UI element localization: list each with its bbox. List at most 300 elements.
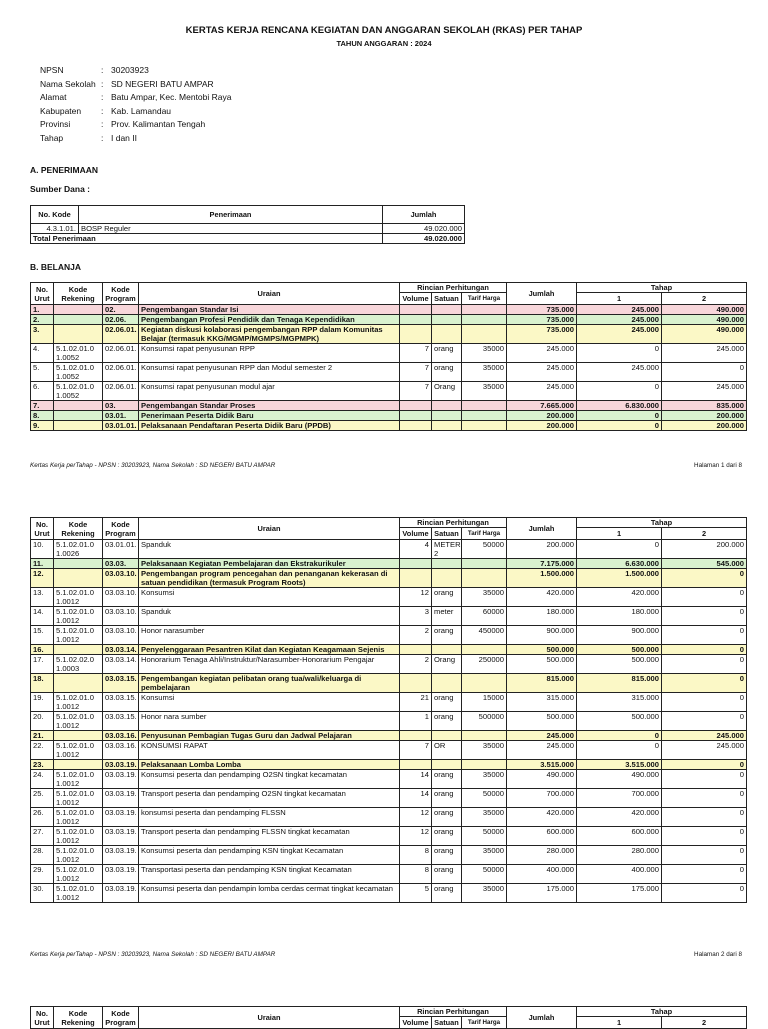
cell-kode-rekening: 5.1.02.01.01.0012 [54, 693, 103, 712]
table-row [31, 626, 747, 645]
table-row [31, 363, 747, 382]
belanja-table-page-1 [30, 282, 747, 431]
cell-kode-program: 02.06. [103, 315, 139, 325]
info-colon: : [101, 105, 104, 116]
cell-kode-program: 03.03.16. [103, 731, 139, 741]
cell-satuan [432, 411, 462, 421]
cell-no: 5. [31, 363, 54, 382]
table-row [31, 344, 747, 363]
header-tahap-1: 1 [577, 293, 662, 305]
cell-kode-program: 03.03.19. [103, 770, 139, 789]
cell-tarif: 50000 [462, 789, 507, 808]
cell-volume: 2 [400, 626, 432, 645]
cell-tahap-2: 245.000 [662, 344, 747, 363]
cell-tahap-2: 0 [662, 827, 747, 846]
cell-satuan: orang [432, 846, 462, 865]
header-kode: Kode [111, 519, 130, 529]
table-row [31, 760, 747, 770]
cell-tarif [462, 305, 507, 315]
cell-tahap-2: 0 [662, 655, 747, 674]
total-penerimaan-label: Total Penerimaan [31, 234, 383, 244]
cell-jumlah: 500.000 [507, 712, 577, 731]
header-kode: Kode [68, 519, 88, 529]
cell-jumlah: 245.000 [507, 344, 577, 363]
header-rincian: Rincian Perhitungan [400, 1007, 507, 1017]
info-colon: : [101, 78, 104, 89]
header-program: Program [105, 528, 136, 538]
sumber-dana-label: Sumber Dana : [30, 184, 90, 194]
cell-jumlah: 490.000 [507, 770, 577, 789]
table-row [31, 712, 747, 731]
cell-jumlah: 500.000 [507, 645, 577, 655]
cell-jumlah: 3.515.000 [507, 760, 577, 770]
cell-uraian: Pelaksanaan Kegiatan Pembelajaran dan Ekstrakurikuler [139, 559, 400, 569]
cell-tarif [462, 559, 507, 569]
cell-tahap-2: 0 [662, 865, 747, 884]
cell-tahap-1: 3.515.000 [577, 760, 662, 770]
cell-no: 30. [31, 884, 54, 903]
cell-kode-rekening: 5.1.02.01.01.0012 [54, 626, 103, 645]
cell-satuan: orang [432, 626, 462, 645]
cell-jumlah: 735.000 [507, 325, 577, 344]
table-row [31, 741, 747, 760]
header-no-urut [31, 283, 54, 305]
header-tarif: Tarif Harga [462, 1017, 507, 1029]
cell-kode-rekening: 5.1.02.01.01.0052 [54, 363, 103, 382]
cell-kode-program: 03.01. [103, 411, 139, 421]
header-kode: Kode [111, 1008, 130, 1018]
cell-jumlah: 7.665.000 [507, 401, 577, 411]
cell-kode-rekening [54, 760, 103, 770]
cell-tarif [462, 325, 507, 344]
cell-no: 1. [31, 305, 54, 315]
info-value: Prov. Kalimantan Tengah [111, 119, 206, 130]
cell-no: 16. [31, 645, 54, 655]
cell-volume [400, 411, 432, 421]
cell-satuan: orang [432, 363, 462, 382]
cell-tarif: 35000 [462, 588, 507, 607]
header-rekening: Rekening [61, 528, 95, 538]
table-row [31, 411, 747, 421]
cell-satuan [432, 674, 462, 693]
cell-volume [400, 421, 432, 431]
cell-tahap-2: 245.000 [662, 382, 747, 401]
cell-uraian: Pengembangan Standar Proses [139, 401, 400, 411]
cell-volume [400, 315, 432, 325]
cell-kode-rekening [54, 421, 103, 431]
info-label: Nama Sekolah [40, 78, 96, 89]
header-kode-program [103, 1007, 139, 1029]
table-row [31, 731, 747, 741]
cell-tahap-2: 0 [662, 363, 747, 382]
cell-no: 17. [31, 655, 54, 674]
cell-jumlah: 245.000 [507, 741, 577, 760]
cell-tahap-1: 0 [577, 382, 662, 401]
footer-left-page-1: Kertas Kerja perTahap - NPSN : 30203923, Nama Sekolah : SD NEGERI BATU AMPAR [30, 462, 276, 469]
cell-tahap-2: 0 [662, 626, 747, 645]
cell-tahap-2: 490.000 [662, 315, 747, 325]
cell-kode-rekening [54, 559, 103, 569]
header-urut: Urut [34, 1017, 50, 1027]
cell-tarif: 35000 [462, 808, 507, 827]
document-title: KERTAS KERJA RENCANA KEGIATAN DAN ANGGARAN SEKOLAH (RKAS) PER TAHAP [185, 25, 583, 36]
cell-tahap-2: 0 [662, 712, 747, 731]
cell-kode-rekening: 5.1.02.01.01.0012 [54, 607, 103, 626]
header-no-urut [31, 518, 54, 540]
header-tarif: Tarif Harga [462, 293, 507, 305]
cell-kode-rekening: 5.1.02.01.01.0012 [54, 741, 103, 760]
cell-tahap-2: 0 [662, 607, 747, 626]
table-row [31, 315, 747, 325]
cell-jumlah: 175.000 [507, 884, 577, 903]
header-tahap-1: 1 [577, 528, 662, 540]
info-label: Tahap [40, 133, 64, 143]
table-row [31, 693, 747, 712]
cell-satuan: orang [432, 693, 462, 712]
cell-tahap-1: 500.000 [577, 645, 662, 655]
cell-uraian: Honorarium Tenaga Ahli/Instruktur/Narasumber-Honorarium Pengajar [139, 655, 400, 674]
info-row [40, 105, 171, 117]
cell-tarif [462, 731, 507, 741]
cell-tarif [462, 645, 507, 655]
cell-jumlah: 315.000 [507, 693, 577, 712]
cell-no: 29. [31, 865, 54, 884]
cell-uraian: Pengembangan Standar Isi [139, 305, 400, 315]
header-rincian: Rincian Perhitungan [400, 283, 507, 293]
cell-tahap-1: 700.000 [577, 789, 662, 808]
header-tahap-2: 2 [662, 293, 747, 305]
cell-jumlah: 200.000 [507, 540, 577, 559]
header-tahap-1: 1 [577, 1017, 662, 1029]
cell-kode-program: 03.03.16. [103, 741, 139, 760]
cell-kode-program: 02.06.01. [103, 363, 139, 382]
header-no: No. [36, 1008, 48, 1018]
cell-uraian: Konsumsi peserta dan pendamping KSN tingkat Kecamatan [139, 846, 400, 865]
cell-kode-program: 03. [103, 401, 139, 411]
table-row [31, 789, 747, 808]
table-row [31, 588, 747, 607]
cell-volume: 5 [400, 884, 432, 903]
cell-no: 13. [31, 588, 54, 607]
cell-no: 20. [31, 712, 54, 731]
cell-no: 22. [31, 741, 54, 760]
header-satuan: Satuan [432, 1017, 462, 1029]
cell-kode-rekening [54, 401, 103, 411]
cell-uraian: Transport peserta dan pendamping O2SN tingkat kecamatan [139, 789, 400, 808]
header-jumlah: Jumlah [507, 283, 577, 305]
total-penerimaan-value: 49.020.000 [383, 234, 465, 244]
cell-uraian: Konsumsi rapat penyusunan modul ajar [139, 382, 400, 401]
cell-volume: 21 [400, 693, 432, 712]
cell-satuan: orang [432, 789, 462, 808]
table-row [31, 655, 747, 674]
header-satuan: Satuan [432, 293, 462, 305]
cell-jumlah: 7.175.000 [507, 559, 577, 569]
cell-uraian: Konsumsi [139, 588, 400, 607]
cell-volume: 7 [400, 344, 432, 363]
cell-volume: 8 [400, 865, 432, 884]
cell-satuan: Orang [432, 655, 462, 674]
penerimaan-kode: 4.3.1.01. [31, 224, 79, 234]
belanja-table-page-2 [30, 517, 747, 903]
footer-left-page-2: Kertas Kerja perTahap - NPSN : 30203923, Nama Sekolah : SD NEGERI BATU AMPAR [30, 951, 276, 958]
cell-no: 12. [31, 569, 54, 588]
header-tahap: Tahap [577, 518, 747, 528]
cell-tahap-2: 545.000 [662, 559, 747, 569]
info-row [40, 91, 231, 103]
cell-volume: 7 [400, 741, 432, 760]
cell-kode-rekening: 5.1.02.01.01.0026 [54, 540, 103, 559]
cell-volume [400, 731, 432, 741]
cell-no: 28. [31, 846, 54, 865]
cell-uraian: Penerimaan Peserta Didik Baru [139, 411, 400, 421]
cell-uraian: Transport peserta dan pendamping FLSSN tingkat kecamatan [139, 827, 400, 846]
cell-jumlah: 500.000 [507, 655, 577, 674]
cell-uraian: Pengembangan Profesi Pendidik dan Tenaga Kependidikan [139, 315, 400, 325]
belanja-table-page-3 [30, 1006, 747, 1029]
document-subtitle: TAHUN ANGGARAN : 2024 [336, 39, 432, 48]
cell-tahap-1: 280.000 [577, 846, 662, 865]
cell-satuan: orang [432, 865, 462, 884]
cell-volume: 7 [400, 382, 432, 401]
cell-volume: 12 [400, 808, 432, 827]
cell-volume: 12 [400, 827, 432, 846]
cell-volume [400, 674, 432, 693]
cell-tahap-1: 500.000 [577, 655, 662, 674]
header-tahap-2: 2 [662, 1017, 747, 1029]
cell-satuan: orang [432, 712, 462, 731]
section-b-heading: B. BELANJA [30, 262, 82, 272]
table-row [31, 305, 747, 315]
table-row [31, 884, 747, 903]
cell-tahap-2: 0 [662, 645, 747, 655]
cell-tarif: 50000 [462, 827, 507, 846]
cell-tahap-1: 420.000 [577, 808, 662, 827]
cell-uraian: Honor nara sumber [139, 712, 400, 731]
cell-tahap-1: 245.000 [577, 315, 662, 325]
table-row [31, 382, 747, 401]
cell-kode-rekening [54, 674, 103, 693]
info-colon: : [101, 65, 104, 75]
cell-satuan [432, 559, 462, 569]
cell-uraian: Konsumsi peserta dan pendamping O2SN tingkat kecamatan [139, 770, 400, 789]
cell-kode-rekening: 5.1.02.01.01.0012 [54, 846, 103, 865]
header-uraian: Uraian [139, 518, 400, 540]
info-value: SD NEGERI BATU AMPAR [111, 78, 214, 89]
cell-satuan: METER 2 [432, 540, 462, 559]
cell-no: 10. [31, 540, 54, 559]
table-row [31, 865, 747, 884]
cell-jumlah: 735.000 [507, 305, 577, 315]
cell-tahap-2: 0 [662, 884, 747, 903]
cell-no: 23. [31, 760, 54, 770]
info-label: Kabupaten [40, 105, 82, 116]
cell-satuan [432, 569, 462, 588]
cell-volume: 1 [400, 712, 432, 731]
cell-volume: 12 [400, 588, 432, 607]
header-volume: Volume [400, 528, 432, 540]
cell-no: 6. [31, 382, 54, 401]
header-kode-rekening [54, 518, 103, 540]
cell-volume [400, 760, 432, 770]
header-jumlah: Jumlah [383, 206, 465, 224]
cell-volume: 3 [400, 607, 432, 626]
cell-satuan: orang [432, 588, 462, 607]
header-rekening: Rekening [61, 293, 95, 303]
header-urut: Urut [34, 293, 50, 303]
header-uraian: Uraian [139, 283, 400, 305]
cell-kode-program: 03.03.15. [103, 674, 139, 693]
cell-jumlah: 400.000 [507, 865, 577, 884]
cell-tarif: 50000 [462, 540, 507, 559]
cell-uraian: KONSUMSI RAPAT [139, 741, 400, 760]
header-volume: Volume [400, 293, 432, 305]
cell-tahap-1: 500.000 [577, 712, 662, 731]
cell-kode-rekening: 5.1.02.01.01.0052 [54, 382, 103, 401]
penerimaan-table [30, 205, 465, 244]
cell-kode-program: 02.06.01. [103, 344, 139, 363]
cell-no: 25. [31, 789, 54, 808]
cell-tahap-2: 0 [662, 789, 747, 808]
info-row [40, 132, 137, 144]
cell-tarif [462, 315, 507, 325]
cell-no: 19. [31, 693, 54, 712]
cell-tahap-1: 900.000 [577, 626, 662, 645]
cell-tahap-1: 0 [577, 411, 662, 421]
cell-kode-program: 02.06.01. [103, 382, 139, 401]
cell-kode-rekening [54, 325, 103, 344]
penerimaan-nama: BOSP Reguler [79, 224, 383, 234]
info-row [40, 78, 214, 90]
cell-jumlah: 245.000 [507, 731, 577, 741]
cell-volume: 8 [400, 846, 432, 865]
cell-satuan: OR [432, 741, 462, 760]
header-jumlah: Jumlah [507, 518, 577, 540]
header-urut: Urut [34, 528, 50, 538]
cell-kode-program: 03.03.10. [103, 607, 139, 626]
cell-tahap-1: 245.000 [577, 305, 662, 315]
cell-kode-program: 03.03.10. [103, 588, 139, 607]
info-row [40, 118, 205, 130]
cell-kode-rekening: 5.1.02.01.01.0012 [54, 789, 103, 808]
cell-tarif: 35000 [462, 884, 507, 903]
cell-tahap-1: 815.000 [577, 674, 662, 693]
cell-tarif [462, 760, 507, 770]
cell-satuan: orang [432, 827, 462, 846]
cell-kode-rekening [54, 645, 103, 655]
cell-tarif: 250000 [462, 655, 507, 674]
info-row [40, 64, 149, 76]
header-tarif: Tarif Harga [462, 528, 507, 540]
cell-kode-rekening: 5.1.02.01.01.0012 [54, 827, 103, 846]
cell-tahap-1: 6.830.000 [577, 401, 662, 411]
cell-kode-rekening: 5.1.02.01.01.0012 [54, 588, 103, 607]
cell-kode-program: 03.03.14. [103, 645, 139, 655]
cell-tahap-1: 600.000 [577, 827, 662, 846]
cell-tahap-2: 0 [662, 808, 747, 827]
table-row [31, 827, 747, 846]
cell-satuan: orang [432, 770, 462, 789]
cell-kode-program: 03.03.19. [103, 865, 139, 884]
cell-kode-rekening [54, 411, 103, 421]
cell-tahap-2: 0 [662, 569, 747, 588]
cell-tahap-1: 315.000 [577, 693, 662, 712]
cell-volume [400, 325, 432, 344]
cell-tarif: 60000 [462, 607, 507, 626]
header-uraian: Uraian [139, 1007, 400, 1029]
header-program: Program [105, 293, 136, 303]
cell-uraian: Pengembangan program pencegahan dan penanganan kekerasan di satuan pendidikan (termasuk Program Roots) [139, 569, 400, 588]
cell-kode-program: 03.03.19. [103, 827, 139, 846]
cell-tarif: 35000 [462, 846, 507, 865]
cell-kode-rekening [54, 315, 103, 325]
cell-tahap-2: 200.000 [662, 421, 747, 431]
header-kode: No. Kode [31, 206, 79, 224]
cell-kode-program: 03.01.01. [103, 421, 139, 431]
cell-no: 26. [31, 808, 54, 827]
info-colon: : [101, 92, 104, 103]
cell-volume: 2 [400, 655, 432, 674]
cell-tarif [462, 411, 507, 421]
info-value: Kab. Lamandau [111, 105, 172, 116]
cell-kode-rekening: 5.1.02.01.01.0012 [54, 808, 103, 827]
table-row [31, 770, 747, 789]
cell-uraian: Konsumsi peserta dan pendampin lomba cerdas cermat tingkat kecamatan [139, 884, 400, 903]
cell-jumlah: 735.000 [507, 315, 577, 325]
cell-tarif: 35000 [462, 344, 507, 363]
table-row [31, 569, 747, 588]
footer-page-number-1: Halaman 1 dari 8 [694, 462, 742, 469]
cell-tarif: 35000 [462, 382, 507, 401]
cell-uraian: Pelaksanaan Pendaftaran Peserta Didik Baru (PPDB) [139, 421, 400, 431]
cell-tahap-1: 0 [577, 344, 662, 363]
cell-uraian: Spanduk [139, 607, 400, 626]
cell-satuan [432, 645, 462, 655]
cell-kode-program: 02.06.01. [103, 325, 139, 344]
cell-no: 8. [31, 411, 54, 421]
cell-tahap-2: 0 [662, 693, 747, 712]
header-no: No. [36, 284, 48, 294]
cell-kode-rekening: 5.1.02.01.01.0012 [54, 884, 103, 903]
cell-jumlah: 1.500.000 [507, 569, 577, 588]
cell-kode-program: 03.03.19. [103, 760, 139, 770]
cell-kode-program: 03.03.10. [103, 626, 139, 645]
header-rincian: Rincian Perhitungan [400, 518, 507, 528]
cell-uraian: Penyelenggaraan Pesantren Kilat dan Kegiatan Keagamaan Sejenis [139, 645, 400, 655]
cell-tahap-2: 835.000 [662, 401, 747, 411]
cell-satuan: Orang [432, 382, 462, 401]
cell-tahap-2: 245.000 [662, 741, 747, 760]
cell-tahap-1: 245.000 [577, 325, 662, 344]
cell-uraian: Konsumsi rapat penyusunan RPP [139, 344, 400, 363]
cell-jumlah: 900.000 [507, 626, 577, 645]
cell-uraian: Pelaksanaan Lomba Lomba [139, 760, 400, 770]
cell-kode-program: 03.03.19. [103, 789, 139, 808]
info-label: NPSN [40, 65, 64, 75]
header-program: Program [105, 1017, 136, 1027]
cell-tahap-1: 0 [577, 421, 662, 431]
cell-kode-rekening [54, 569, 103, 588]
header-tahap: Tahap [577, 283, 747, 293]
cell-tahap-2: 0 [662, 760, 747, 770]
table-row [31, 559, 747, 569]
header-volume: Volume [400, 1017, 432, 1029]
header-satuan: Satuan [432, 528, 462, 540]
info-value: Batu Ampar, Kec. Mentobi Raya [111, 92, 232, 103]
cell-uraian: Honor narasumber [139, 626, 400, 645]
cell-volume [400, 559, 432, 569]
cell-satuan [432, 731, 462, 741]
